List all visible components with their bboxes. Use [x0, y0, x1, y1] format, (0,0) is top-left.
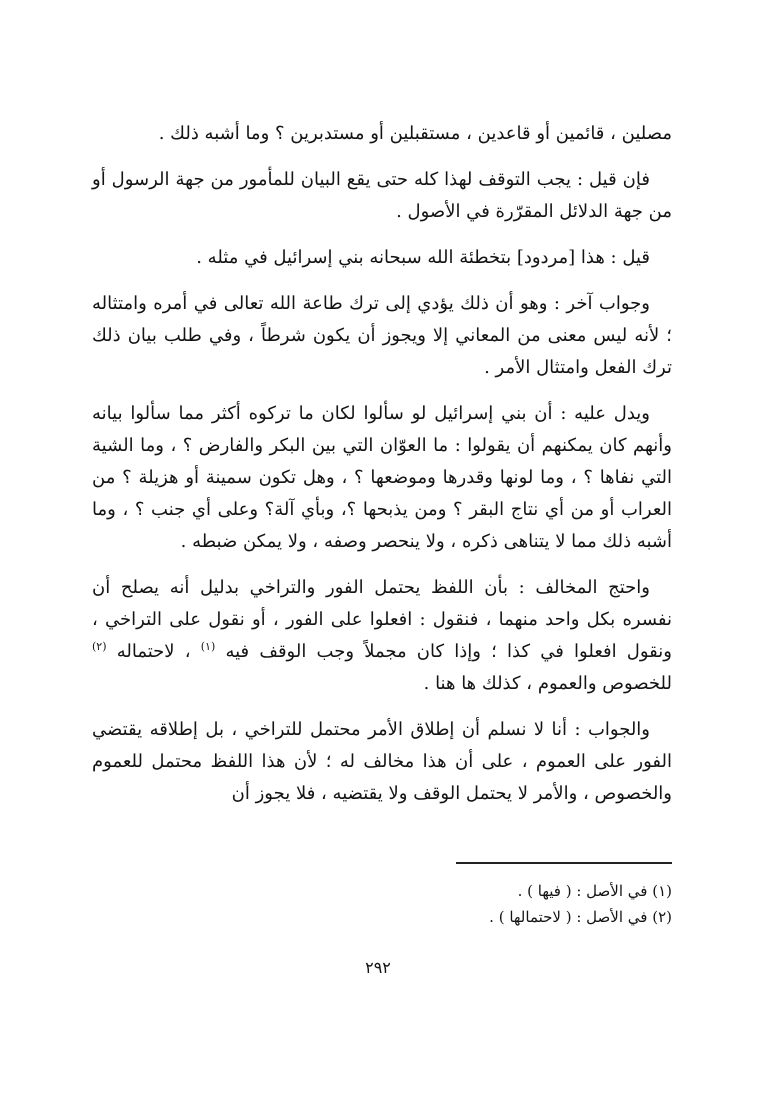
paragraph-text: واحتج المخالف : بأن اللفظ يحتمل الفور والتراخي بدليل أنه يصلح أن نفسره بكل واحد منهما ، فنقول : افعلوا على الفور ، أو نقول على التراخي ، ونقول افعلوا في كذا ؛ وإذا كان مجملاً وجب الوقف فيه: [92, 577, 672, 662]
paragraph-text: ويدل عليه : أن بني إسرائيل لو سألوا لكان ما تركوه أكثر مما سألوا بيانه وأنهم كان يمكنهم أن يقولوا : ما العوّان التي بين البكر والفارض ؟ ، وما الشية التي نفاها ؟ ، وما لونها وقدرها وموضعها ؟ ، وهل تكون سمينة أو هزيلة ؟ من العراب أو من أي نتاج البقر ؟ ومن يذبحها ؟، وبأي آلة؟ وعلى أي جنب ؟ ، وما أشبه ذلك مما لا يتناهى ذكره ، ولا ينحصر وصفه ، ولا يمكن ضبطه .: [92, 403, 672, 552]
paragraph-another-answer: [92, 288, 672, 384]
paragraph-continuation: [92, 118, 672, 150]
footnote-marker: (٢): [652, 908, 672, 926]
footnote-ref-1[interactable]: (١): [200, 640, 216, 653]
footnotes: [360, 878, 672, 930]
footnote-text: في الأصل : ( لاحتمالها ) .: [489, 908, 648, 926]
paragraph-reply: [92, 242, 672, 274]
footnote-1: [360, 878, 672, 904]
footnote-text: في الأصل : ( فيها ) .: [517, 882, 648, 900]
paragraph-text: مصلين ، قائمين أو قاعدين ، مستقبلين أو مستدبرين ؟ وما أشبه ذلك .: [158, 123, 672, 144]
page-number: ٢٩٢: [365, 958, 391, 977]
main-text: [92, 118, 672, 824]
paragraph-text: وجواب آخر : وهو أن ذلك يؤدي إلى ترك طاعة الله تعالى في أمره وامتثاله ؛ لأنه ليس معنى من المعاني إلا ويجوز أن يكون شرطاً ، وفي طلب بيان ذلك ترك الفعل وامتثال الأمر .: [92, 293, 672, 378]
paragraph-answer: [92, 714, 672, 810]
paragraph-text-tail: للخصوص والعموم ، كذلك ها هنا .: [423, 673, 672, 694]
paragraph-objection: [92, 164, 672, 228]
footnote-marker: (١): [652, 882, 672, 900]
paragraph-text-mid: ، لاحتماله: [116, 641, 191, 662]
paragraph-opponent-argument: [92, 572, 672, 700]
paragraph-text: قيل : هذا [مردود] بتخطئة الله سبحانه بني إسرائيل في مثله .: [196, 247, 650, 268]
paragraph-text: والجواب : أنا لا نسلم أن إطلاق الأمر محتمل للتراخي ، بل إطلاقه يقتضي الفور على العموم ، على أن هذا مخالف له ؛ لأن هذا اللفظ محتمل للعموم والخصوص ، والأمر لا يحتمل الوقف ولا يقتضيه ، فلا يجوز أن: [92, 719, 672, 804]
footnote-ref-2[interactable]: (٢): [92, 640, 107, 653]
footnote-divider: [456, 862, 672, 864]
footnote-2: [360, 904, 672, 930]
paragraph-text: فإن قيل : يجب التوقف لهذا كله حتى يقع البيان للمأمور من جهة الرسول أو من جهة الدلائل المقرّرة في الأصول .: [92, 169, 672, 222]
paragraph-evidence: [92, 398, 672, 558]
